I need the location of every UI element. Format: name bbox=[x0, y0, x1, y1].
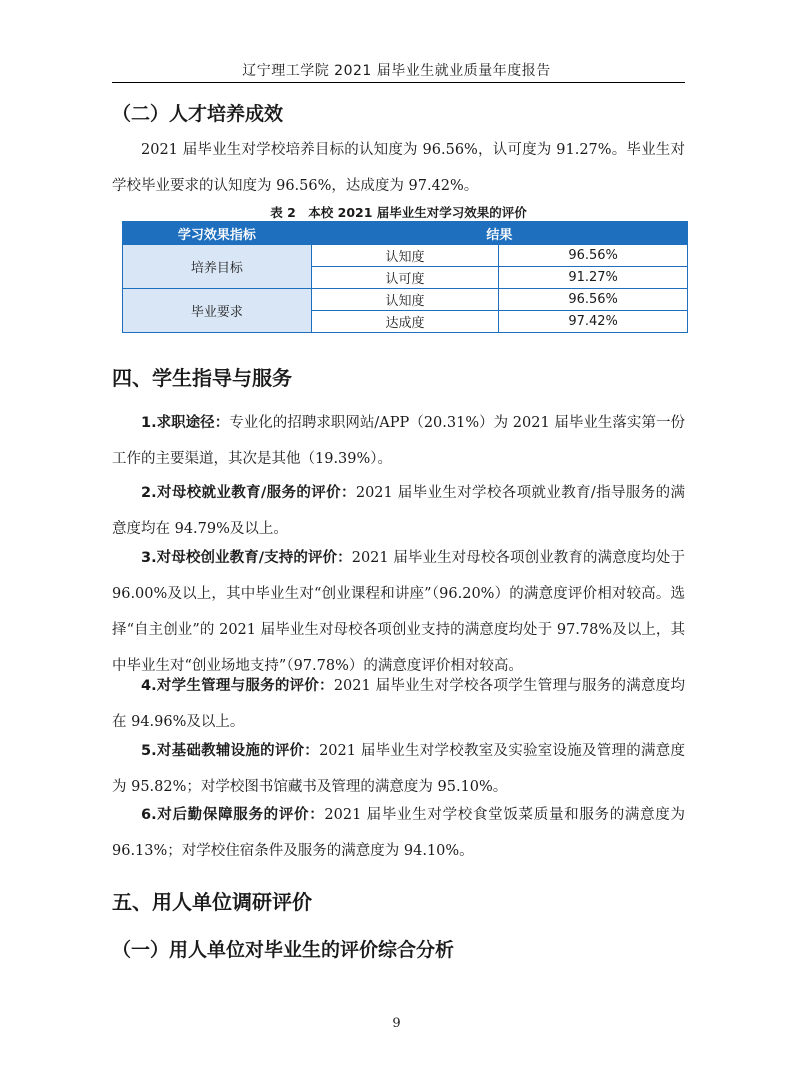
table-cell-label: 认可度 bbox=[311, 267, 499, 289]
table-header-row bbox=[123, 222, 688, 245]
guidance-item-lead: 1.求职途径： bbox=[141, 415, 230, 431]
table-header-indicator: 学习效果指标 bbox=[123, 222, 312, 245]
table-cell-value: 91.27% bbox=[499, 267, 688, 289]
learning-outcomes-table bbox=[122, 221, 688, 333]
table-header-result: 结果 bbox=[311, 222, 687, 245]
section-heading-talent-cultivation: （二）人才培养成效 bbox=[112, 103, 284, 125]
guidance-item-text: 2021 届毕业生对学校各项学生管理与服务的满意度均在 94.96%及以上。 bbox=[112, 678, 685, 730]
table-group-label: 毕业要求 bbox=[123, 289, 312, 333]
table-cell-label: 达成度 bbox=[311, 311, 499, 333]
guidance-item-3 bbox=[112, 540, 685, 684]
guidance-item-lead: 2.对母校就业教育/服务的评价： bbox=[141, 485, 356, 501]
running-header: 辽宁理工学院 2021 届毕业生就业质量年度报告 bbox=[242, 63, 551, 79]
guidance-item-text: 2021 届毕业生对学校教室及实验室设施及管理的满意度为 95.82%；对学校图书馆藏书及管理的满意度为 95.10%。 bbox=[112, 743, 685, 795]
guidance-item-text: 2021 届毕业生对学校食堂饭菜质量和服务的满意度为 96.13%；对学校住宿条件及服务的满意度为 94.10%。 bbox=[112, 807, 685, 859]
guidance-item-5 bbox=[112, 733, 685, 805]
guidance-item-1 bbox=[112, 405, 685, 477]
guidance-item-text: 2021 届毕业生对母校各项创业教育的满意度均处于 96.00%及以上，其中毕业生对“创业课程和讲座”（96.20%）的满意度评价相对较高。选择“自主创业”的 2021 届毕业生对母校各项创业支持的满意度均处于 97.78%及以上，其中毕业生对“创业场地支持”（97.78%）的满意度评价相对较高。 bbox=[112, 550, 685, 674]
page-number: 9 bbox=[392, 1016, 401, 1031]
guidance-item-lead: 5.对基础教辅设施的评价： bbox=[141, 743, 320, 759]
table-cell-value: 97.42% bbox=[499, 311, 688, 333]
header-rule bbox=[112, 82, 685, 83]
table-row bbox=[123, 245, 688, 267]
guidance-item-lead: 6.对后勤保障服务的评价： bbox=[141, 807, 325, 823]
section-heading-guidance-services: 四、学生指导与服务 bbox=[112, 366, 292, 390]
section-heading-employer-survey: 五、用人单位调研评价 bbox=[112, 890, 312, 914]
table-group-label: 培养目标 bbox=[123, 245, 312, 289]
subsection-heading-employer-evaluation: （一）用人单位对毕业生的评价综合分析 bbox=[112, 939, 455, 961]
guidance-item-6 bbox=[112, 797, 685, 869]
guidance-item-4 bbox=[112, 668, 685, 740]
guidance-item-text: 2021 届毕业生对学校各项就业教育/指导服务的满意度均在 94.79%及以上。 bbox=[112, 485, 685, 537]
guidance-item-lead: 4.对学生管理与服务的评价： bbox=[141, 678, 334, 694]
guidance-item-text: 专业化的招聘求职网站/APP（20.31%）为 2021 届毕业生落实第一份工作的主要渠道，其次是其他（19.39%）。 bbox=[112, 415, 685, 467]
talent-paragraph-text: 2021 届毕业生对学校培养目标的认知度为 96.56%，认可度为 91.27%。毕业生对学校毕业要求的认知度为 96.56%，达成度为 97.42%。 bbox=[112, 142, 685, 194]
table-cell-value: 96.56% bbox=[499, 289, 688, 311]
table-cell-label: 认知度 bbox=[311, 289, 499, 311]
guidance-item-lead: 3.对母校创业教育/支持的评价： bbox=[141, 550, 352, 566]
table-row bbox=[123, 289, 688, 311]
table-caption: 表 2 本校 2021 届毕业生对学习效果的评价 bbox=[270, 205, 527, 220]
guidance-item-2 bbox=[112, 475, 685, 547]
table-cell-label: 认知度 bbox=[311, 245, 499, 267]
talent-paragraph bbox=[112, 132, 685, 204]
table-cell-value: 96.56% bbox=[499, 245, 688, 267]
